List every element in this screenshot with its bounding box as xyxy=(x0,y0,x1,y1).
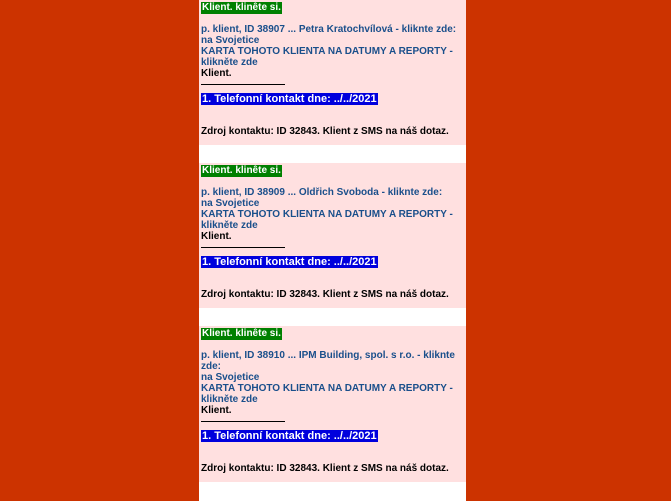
phone-contact-heading: 1. Telefonní kontakt dne: ../../2021 xyxy=(202,430,377,442)
phone-contact-heading: 1. Telefonní kontakt dne: ../../2021 xyxy=(202,256,377,268)
client-link[interactable]: p. klient, ID 38907 ... Petra Kratochvílová - kliknte zde: xyxy=(201,24,457,35)
client-card xyxy=(199,163,466,308)
report-card-link[interactable]: KARTA TOHOTO KLIENTA NA DATUMY A REPORTY - klikněte zde xyxy=(201,383,453,405)
phone-contact-heading: 1. Telefonní kontakt dne: ../../2021 xyxy=(202,93,377,105)
client-label: Klient. xyxy=(201,68,232,79)
client-label: Klient. xyxy=(201,231,232,242)
client-badge[interactable]: Klient. klinête si. xyxy=(202,328,281,339)
card-gap xyxy=(199,308,466,326)
client-link[interactable]: p. klient, ID 38910 ... IPM Building, spol. s r.o. - kliknte zde: xyxy=(201,350,455,372)
location-link[interactable]: na Svojetice xyxy=(201,35,260,46)
contact-source: Zdroj kontaktu: ID 32843. Klient z SMS na náš dotaz. xyxy=(201,289,449,300)
client-label: Klient. xyxy=(201,405,232,416)
contact-source: Zdroj kontaktu: ID 32843. Klient z SMS na náš dotaz. xyxy=(201,463,449,474)
client-list-page xyxy=(199,0,466,501)
report-card-link[interactable]: KARTA TOHOTO KLIENTA NA DATUMY A REPORTY - klikněte zde xyxy=(201,209,453,231)
client-badge[interactable]: Klient. klinête si. xyxy=(202,2,281,13)
location-link[interactable]: na Svojetice xyxy=(201,198,260,209)
divider xyxy=(201,416,285,422)
spacer xyxy=(201,340,464,350)
client-card xyxy=(199,0,466,145)
client-link[interactable]: p. klient, ID 38909 ... Oldřich Svoboda - kliknte zde: xyxy=(201,187,443,198)
divider xyxy=(201,242,285,248)
location-link[interactable]: na Svojetice xyxy=(201,372,260,383)
contact-source: Zdroj kontaktu: ID 32843. Klient z SMS na náš dotaz. xyxy=(201,126,449,137)
client-card xyxy=(199,326,466,482)
spacer xyxy=(201,177,464,187)
report-card-link[interactable]: KARTA TOHOTO KLIENTA NA DATUMY A REPORTY - klikněte zde xyxy=(201,46,453,68)
card-gap xyxy=(199,145,466,163)
client-badge[interactable]: Klient. klinête si. xyxy=(202,165,281,176)
spacer xyxy=(201,14,464,24)
divider xyxy=(201,79,285,85)
